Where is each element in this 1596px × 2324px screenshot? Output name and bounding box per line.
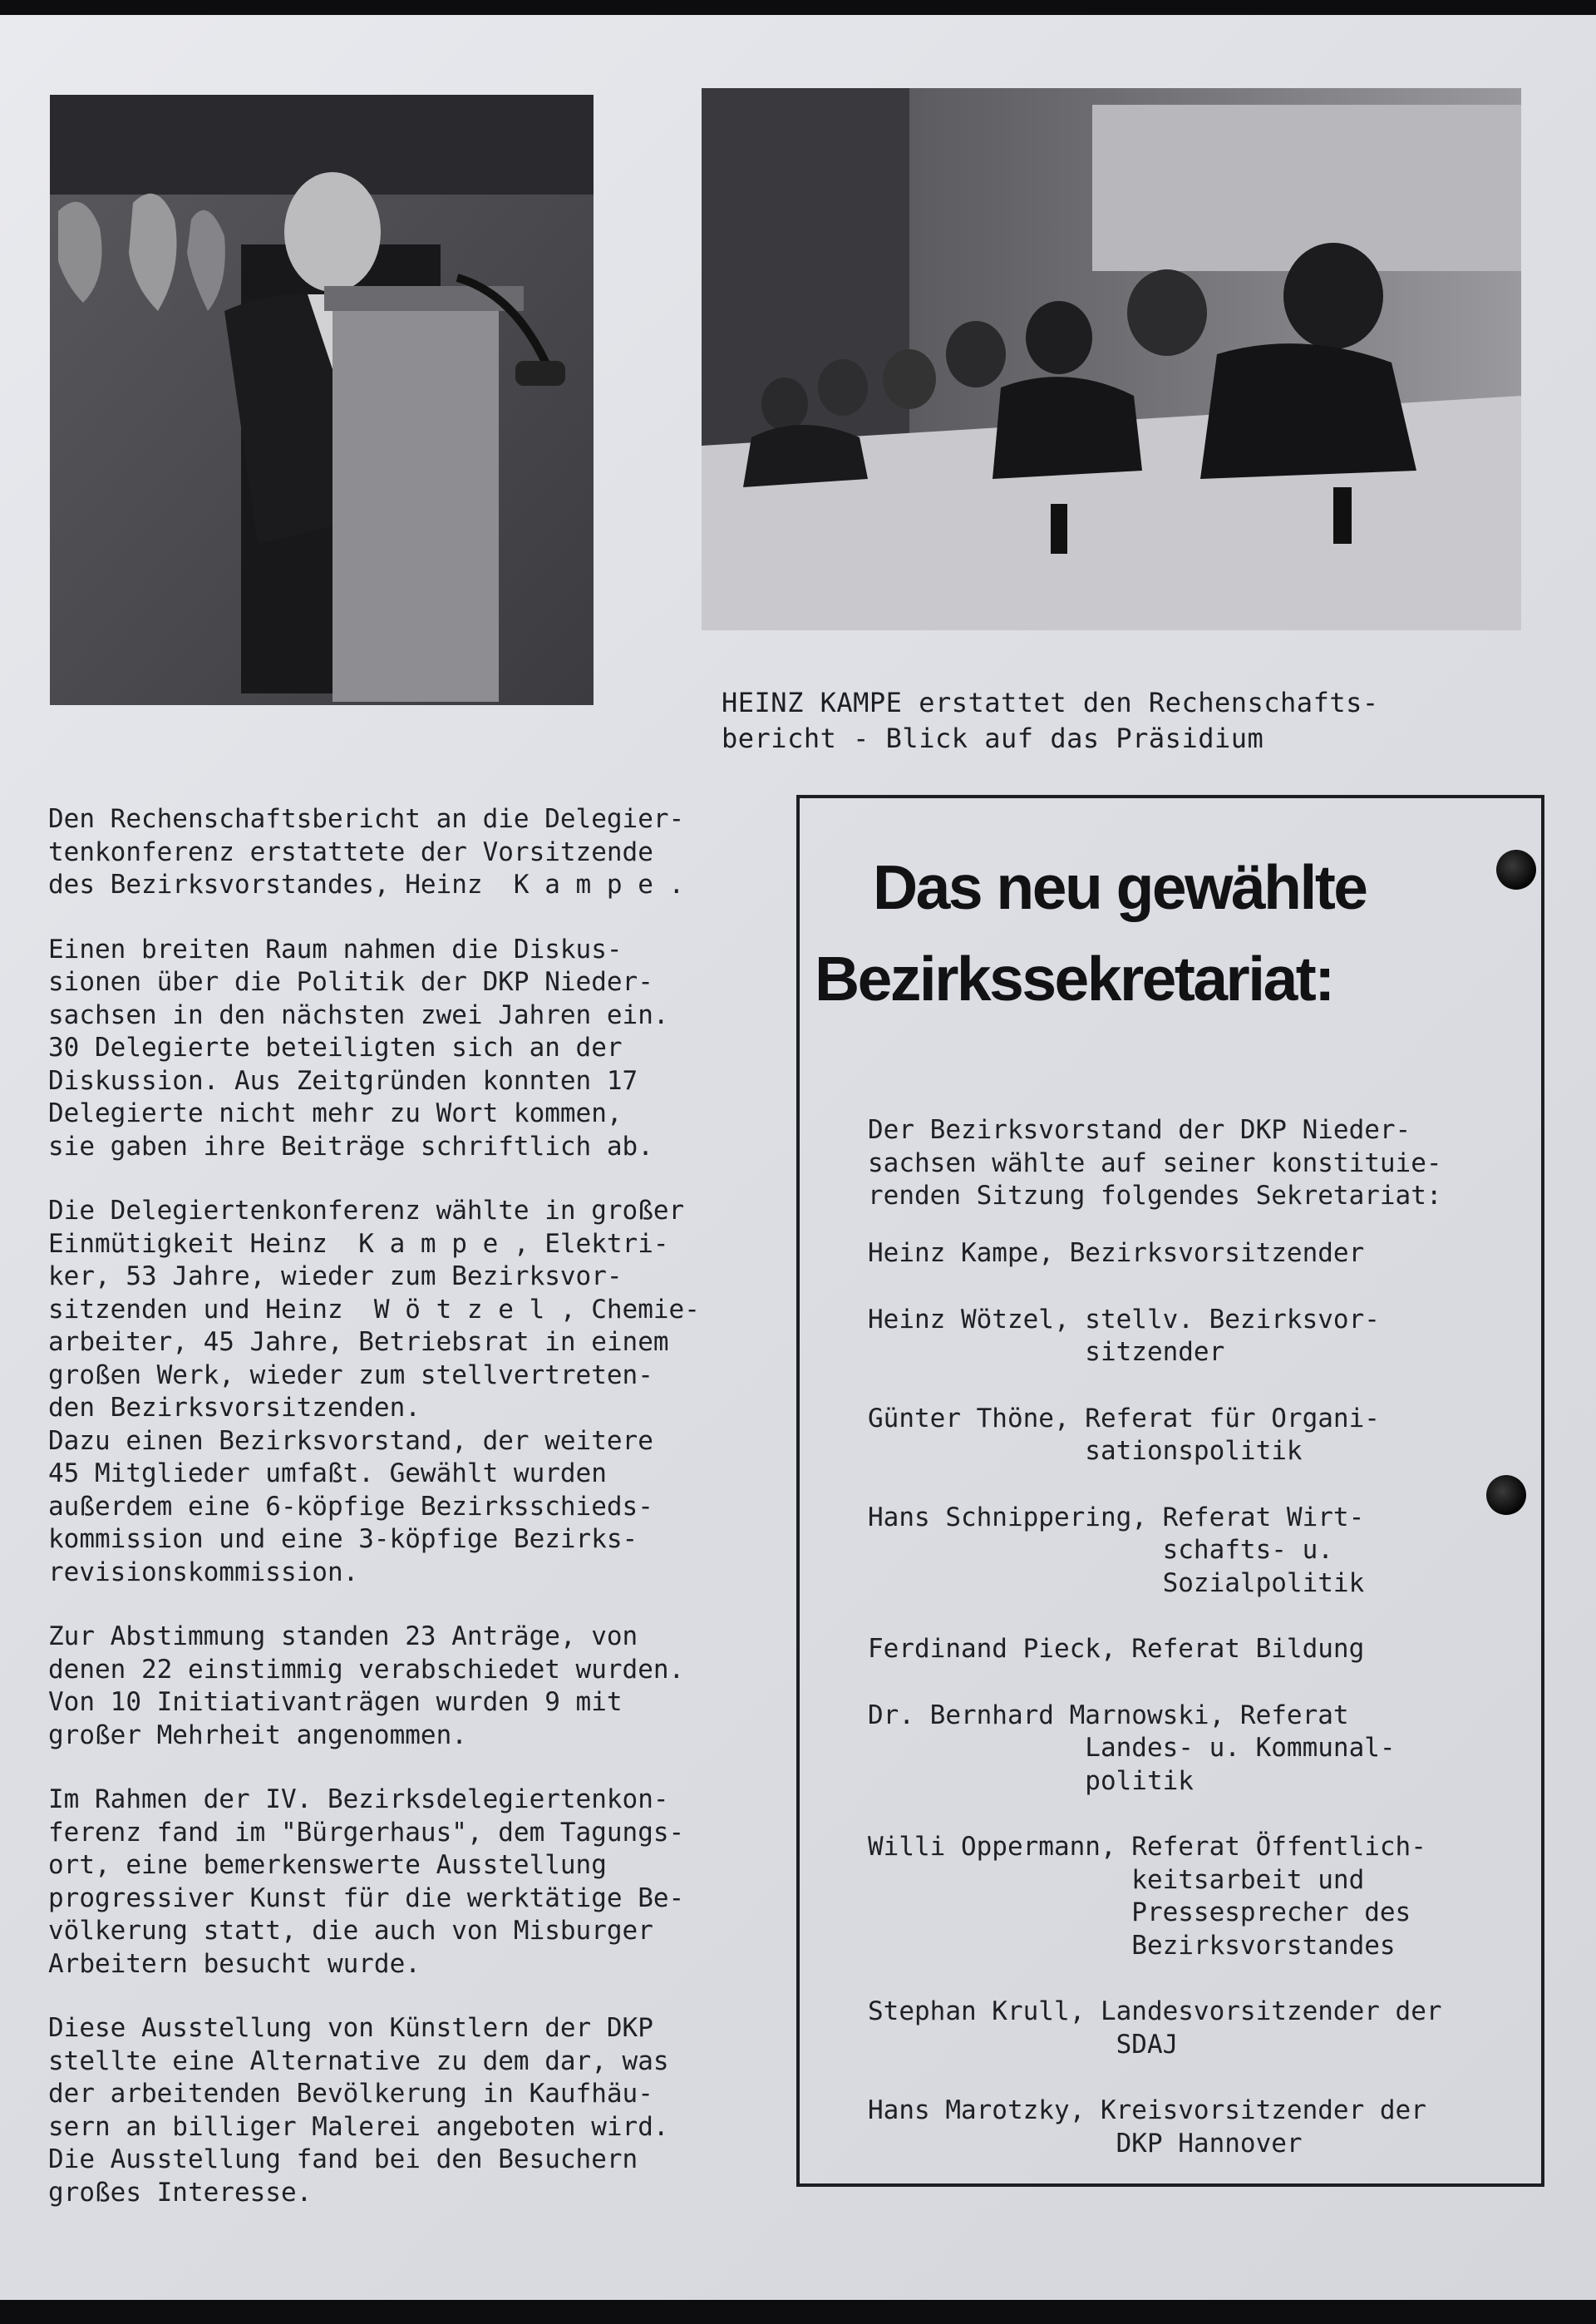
- intro-line: renden Sitzung folgendes Sekretariat:: [868, 1181, 1442, 1211]
- secretariat-member: [868, 1831, 1533, 1962]
- secretariat-member: [868, 1502, 1533, 1601]
- article-line: Delegierte nicht mehr zu Wort kommen,: [48, 1098, 623, 1128]
- article-line: sachsen in den nächsten zwei Jahren ein.: [48, 999, 669, 1030]
- article-line: völkerung statt, die auch von Misburger: [48, 1916, 653, 1946]
- punch-hole: [1486, 1475, 1526, 1515]
- article-paragraph: [48, 1784, 746, 1981]
- member-line: schafts- u.: [868, 1535, 1333, 1565]
- member-line: Pressesprecher des: [868, 1897, 1411, 1927]
- caption-line: HEINZ KAMPE erstattet den Rechenschafts-: [722, 687, 1379, 718]
- article-line: ort, eine bemerkenswerte Ausstellung: [48, 1850, 607, 1880]
- member-line: Landes- u. Kommunal-: [868, 1733, 1396, 1763]
- member-line: Willi Oppermann, Referat Öffentlich-: [868, 1832, 1426, 1862]
- title-line: Bezirkssekretariat:: [815, 944, 1333, 1014]
- secretariat-intro: [868, 1114, 1533, 1213]
- article-line: Arbeitern besucht wurde.: [48, 1948, 421, 1979]
- member-line: Sozialpolitik: [868, 1567, 1365, 1598]
- article-line: der arbeitenden Bevölkerung in Kaufhäu-: [48, 2079, 653, 2109]
- member-line: keitsarbeit und: [868, 1864, 1365, 1895]
- article-line: außerdem eine 6-köpfige Bezirksschieds-: [48, 1491, 653, 1522]
- member-line: Heinz Wötzel, stellv. Bezirksvor-: [868, 1304, 1380, 1335]
- intro-line: sachsen wählte auf seiner konstituie-: [868, 1147, 1442, 1178]
- article-paragraph: [48, 934, 746, 1164]
- secretariat-member-list: [868, 1237, 1533, 2193]
- secretariat-member: [868, 1304, 1533, 1369]
- article-line: Einen breiten Raum nahmen die Diskus-: [48, 934, 623, 965]
- article-line: Zur Abstimmung standen 23 Anträge, von: [48, 1621, 638, 1651]
- photo-caption: [722, 685, 1536, 757]
- article-paragraph: [48, 2012, 746, 2209]
- article-line: sionen über die Politik der DKP Nieder-: [48, 967, 653, 997]
- article-line: sie gaben ihre Beiträge schriftlich ab.: [48, 1131, 653, 1162]
- article-line: ferenz fand im "Bürgerhaus", dem Tagungs-: [48, 1817, 685, 1848]
- caption-line: bericht - Blick auf das Präsidium: [722, 723, 1264, 754]
- secretariat-box: [796, 795, 1544, 2187]
- article-line: großen Werk, wieder zum stellvertreten-: [48, 1359, 653, 1390]
- article-line: Einmütigkeit Heinz K a m p e , Elektri-: [48, 1228, 669, 1259]
- member-line: Heinz Kampe, Bezirksvorsitzender: [868, 1238, 1365, 1268]
- secretariat-title: [815, 841, 1538, 1024]
- article-line: Die Ausstellung fand bei den Besuchern: [48, 2144, 638, 2174]
- article-line: ker, 53 Jahre, wieder zum Bezirksvor-: [48, 1261, 623, 1291]
- member-line: sationspolitik: [868, 1436, 1303, 1466]
- intro-line: Der Bezirksvorstand der DKP Nieder-: [868, 1115, 1411, 1145]
- secretariat-member: [868, 1237, 1533, 1271]
- member-line: Stephan Krull, Landesvorsitzender der: [868, 1996, 1442, 2026]
- secretariat-member: [868, 1996, 1533, 2061]
- secretariat-member: [868, 1700, 1533, 1799]
- article-line: sitzenden und Heinz W ö t z e l , Chemie-: [48, 1294, 700, 1325]
- article-line: 30 Delegierte beteiligten sich an der: [48, 1033, 623, 1063]
- speaker-at-lectern-photo: [50, 95, 594, 705]
- article-paragraph: [48, 1621, 746, 1752]
- member-line: Bezirksvorstandes: [868, 1930, 1396, 1961]
- punch-hole: [1496, 850, 1536, 890]
- article-line: Die Delegiertenkonferenz wählte in großer: [48, 1196, 685, 1226]
- article-line: Im Rahmen der IV. Bezirksdelegiertenkon-: [48, 1784, 669, 1814]
- article-line: Den Rechenschaftsbericht an die Delegier-: [48, 804, 685, 834]
- article-line: Diskussion. Aus Zeitgründen konnten 17: [48, 1065, 638, 1096]
- article-paragraph: [48, 803, 746, 902]
- member-line: DKP Hannover: [868, 2128, 1303, 2159]
- presidium-table-photo: [702, 88, 1521, 630]
- article-line: arbeiter, 45 Jahre, Betriebsrat in einem: [48, 1327, 669, 1357]
- document-page: [0, 15, 1596, 2300]
- member-line: politik: [868, 1765, 1194, 1796]
- article-line: großer Mehrheit angenommen.: [48, 1720, 467, 1750]
- article-line: großes Interesse.: [48, 2177, 313, 2208]
- article-line: 45 Mitglieder umfaßt. Gewählt wurden: [48, 1458, 607, 1488]
- member-line: SDAJ: [868, 2029, 1179, 2060]
- member-line: Ferdinand Pieck, Referat Bildung: [868, 1634, 1365, 1664]
- secretariat-member: [868, 2095, 1533, 2160]
- article-text-column: [48, 803, 746, 2241]
- article-line: progressiver Kunst für die werktätige Be-: [48, 1882, 685, 1913]
- secretariat-member: [868, 1633, 1533, 1666]
- member-line: Hans Marotzky, Kreisvorsitzender der: [868, 2095, 1426, 2125]
- member-line: Hans Schnippering, Referat Wirt-: [868, 1502, 1365, 1532]
- article-line: den Bezirksvorsitzenden.: [48, 1393, 421, 1423]
- article-line: kommission und eine 3-köpfige Bezirks-: [48, 1524, 638, 1554]
- article-line: Von 10 Initiativanträgen wurden 9 mit: [48, 1687, 623, 1717]
- article-line: Dazu einen Bezirksvorstand, der weitere: [48, 1425, 653, 1456]
- article-line: stellte eine Alternative zu dem dar, was: [48, 2045, 669, 2076]
- article-line: des Bezirksvorstandes, Heinz K a m p e .: [48, 870, 685, 900]
- article-line: sern an billiger Malerei angeboten wird.: [48, 2111, 669, 2142]
- secretariat-member: [868, 1403, 1533, 1468]
- title-line: Das neu gewählte: [873, 852, 1367, 922]
- article-line: denen 22 einstimmig verabschiedet wurden.: [48, 1654, 685, 1685]
- article-line: revisionskommission.: [48, 1557, 359, 1587]
- article-line: tenkonferenz erstattete der Vorsitzende: [48, 836, 653, 867]
- member-line: sitzender: [868, 1337, 1225, 1367]
- member-line: Günter Thöne, Referat für Organi-: [868, 1403, 1380, 1433]
- article-paragraph: [48, 1195, 746, 1589]
- article-line: Diese Ausstellung von Künstlern der DKP: [48, 2013, 653, 2043]
- member-line: Dr. Bernhard Marnowski, Referat: [868, 1700, 1349, 1730]
